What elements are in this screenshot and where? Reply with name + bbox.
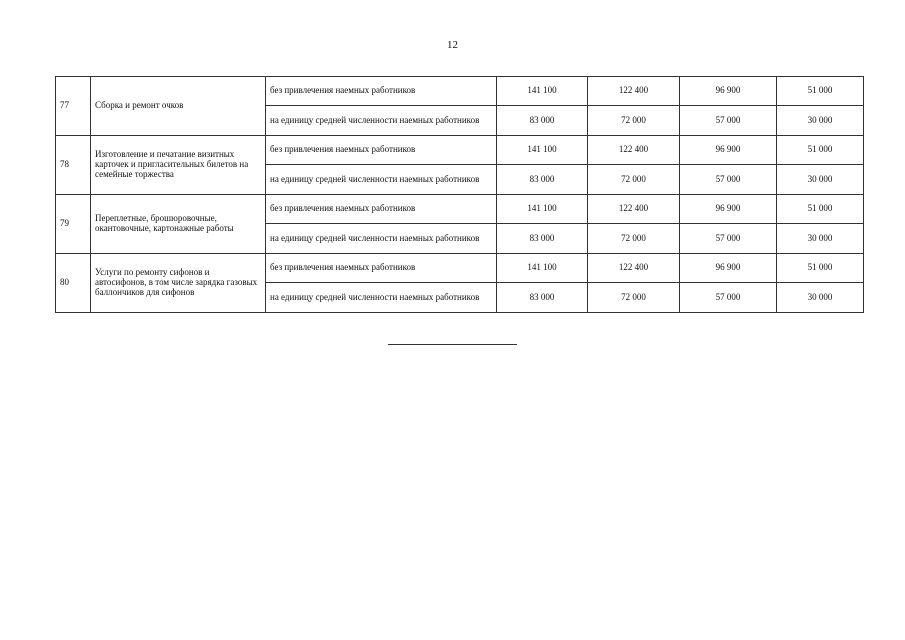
value-cell: 51 000 <box>777 77 864 106</box>
value-cell: 122 400 <box>588 254 680 283</box>
activity-name: Изготовление и печатание визитных карточек и пригласительных билетов на семейные торжества <box>91 136 266 195</box>
value-cell: 72 000 <box>588 165 680 195</box>
table-row <box>56 136 864 165</box>
row-number: 78 <box>56 136 91 195</box>
tariff-table <box>55 76 864 313</box>
value-cell: 96 900 <box>680 77 777 106</box>
condition-cell: на единицу средней численности наемных работников <box>266 283 497 313</box>
value-cell: 83 000 <box>497 283 588 313</box>
condition-cell: без привлечения наемных работников <box>266 254 497 283</box>
condition-cell: на единицу средней численности наемных работников <box>266 106 497 136</box>
value-cell: 57 000 <box>680 165 777 195</box>
condition-cell: на единицу средней численности наемных работников <box>266 224 497 254</box>
row-number: 77 <box>56 77 91 136</box>
condition-cell: без привлечения наемных работников <box>266 195 497 224</box>
condition-cell: без привлечения наемных работников <box>266 136 497 165</box>
table-row <box>56 195 864 224</box>
table-row <box>56 254 864 283</box>
table-row <box>56 77 864 106</box>
value-cell: 51 000 <box>777 136 864 165</box>
value-cell: 30 000 <box>777 224 864 254</box>
value-cell: 57 000 <box>680 106 777 136</box>
value-cell: 72 000 <box>588 283 680 313</box>
row-number: 80 <box>56 254 91 313</box>
value-cell: 30 000 <box>777 165 864 195</box>
value-cell: 83 000 <box>497 165 588 195</box>
condition-cell: без привлечения наемных работников <box>266 77 497 106</box>
activity-name: Переплетные, брошюровочные, окантовочные, картонажные работы <box>91 195 266 254</box>
value-cell: 141 100 <box>497 77 588 106</box>
value-cell: 122 400 <box>588 136 680 165</box>
value-cell: 72 000 <box>588 224 680 254</box>
value-cell: 83 000 <box>497 224 588 254</box>
value-cell: 30 000 <box>777 283 864 313</box>
value-cell: 96 900 <box>680 136 777 165</box>
value-cell: 51 000 <box>777 254 864 283</box>
activity-name: Сборка и ремонт очков <box>91 77 266 136</box>
value-cell: 57 000 <box>680 283 777 313</box>
value-cell: 57 000 <box>680 224 777 254</box>
activity-name: Услуги по ремонту сифонов и автосифонов, в том числе зарядка газовых баллончиков для сифонов <box>91 254 266 313</box>
value-cell: 96 900 <box>680 254 777 283</box>
value-cell: 141 100 <box>497 254 588 283</box>
value-cell: 51 000 <box>777 195 864 224</box>
value-cell: 30 000 <box>777 106 864 136</box>
value-cell: 141 100 <box>497 195 588 224</box>
value-cell: 122 400 <box>588 77 680 106</box>
value-cell: 83 000 <box>497 106 588 136</box>
value-cell: 72 000 <box>588 106 680 136</box>
footer-divider <box>388 344 517 345</box>
condition-cell: на единицу средней численности наемных работников <box>266 165 497 195</box>
value-cell: 96 900 <box>680 195 777 224</box>
value-cell: 122 400 <box>588 195 680 224</box>
value-cell: 141 100 <box>497 136 588 165</box>
page-number: 12 <box>447 39 458 51</box>
row-number: 79 <box>56 195 91 254</box>
